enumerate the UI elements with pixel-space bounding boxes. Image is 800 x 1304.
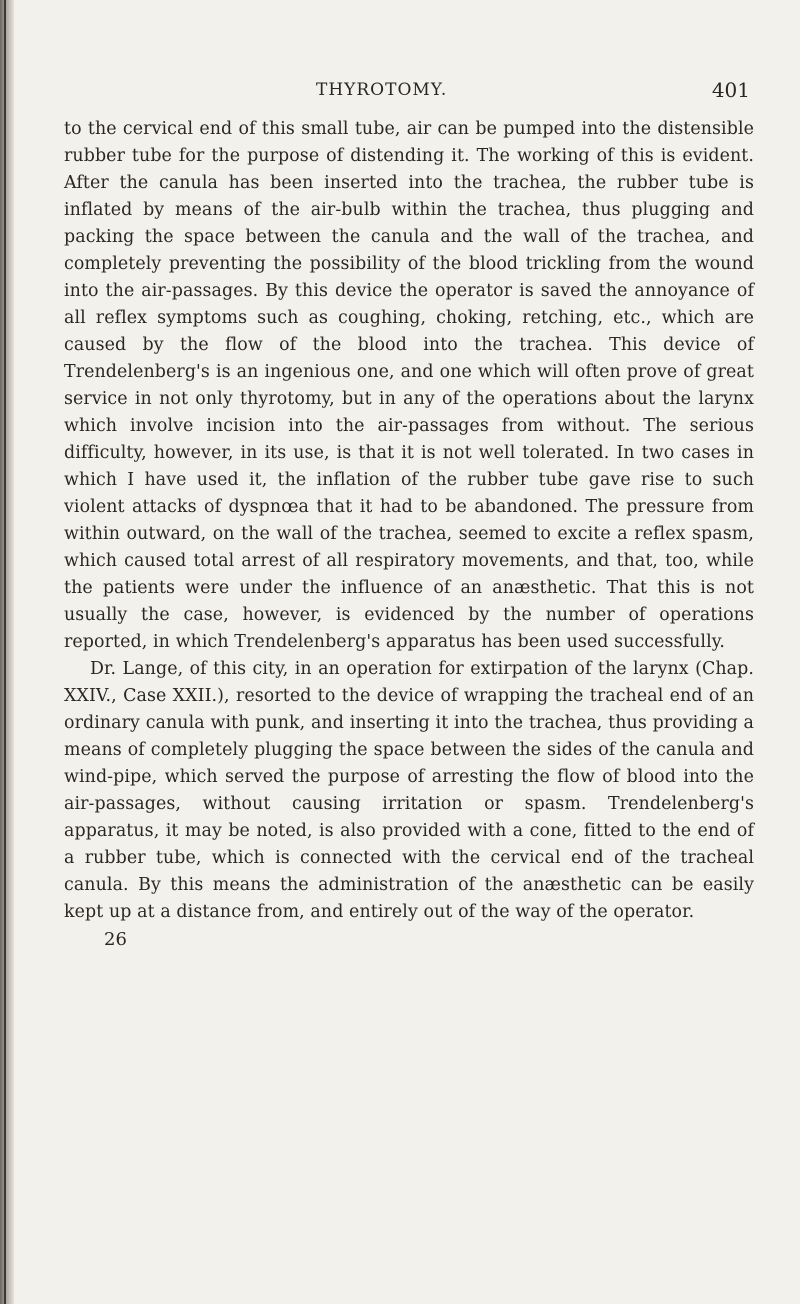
- page-number: 401: [711, 78, 750, 102]
- signature-mark: 26: [104, 929, 127, 950]
- paragraph-2: Dr. Lange, of this city, in an operation for extirpation of the larynx (Chap. XXIV., Case XXII.), resorted to the device of wrapping the tracheal end of an ordinary canula with punk, and inserting it into the trachea, thus providing a means of completely plugging the space between the sides of the canula and wind-pipe, which served the purpose of arresting the flow of blood into the air-passages, without causing irritation or spasm. Trendelenberg's apparatus, it may be noted, is also provided with a cone, fitted to the end of a rubber tube, which is connected with the cervical end of the tracheal canula. By this means the administration of the anæsthetic can be easily kept up at a distance from, and entirely out of the way of the operator.: [64, 659, 754, 922]
- page-binding-shadow: [0, 0, 14, 1304]
- running-head: [64, 68, 754, 102]
- running-title: THYROTOMY.: [316, 80, 448, 100]
- page-binding-line: [4, 0, 6, 1304]
- book-page: [64, 68, 754, 953]
- body-text: [64, 116, 754, 926]
- paragraph-1: to the cervical end of this small tube, air can be pumped into the distensible rubber tube for the purpose of distending it. The working of this is evident. After the canula has been inserted into the trachea, the rubber tube is inflated by means of the air-bulb within the trachea, thus plugging and packing the space between the canula and the wall of the trachea, and completely preventing the possibility of the blood trickling from the wound into the air-passages. By this device the operator is saved the annoyance of all reflex symptoms such as coughing, choking, retching, etc., which are caused by the flow of the blood into the trachea. This device of Trendelenberg's is an ingenious one, and one which will often prove of great service in not only thyrotomy, but in any of the operations about the larynx which involve incision into the air-passages from without. The serious difficulty, however, in its use, is that it is not well tolerated. In two cases in which I have used it, the inflation of the rubber tube gave rise to such violent attacks of dyspnœa that it had to be abandoned. The pressure from within outward, on the wall of the trachea, seemed to excite a reflex spasm, which caused total arrest of all respiratory movements, and that, too, while the patients were under the influence of an anæsthetic. That this is not usually the case, however, is evidenced by the number of operations reported, in which Trendelenberg's apparatus has been used successfully.: [64, 119, 754, 652]
